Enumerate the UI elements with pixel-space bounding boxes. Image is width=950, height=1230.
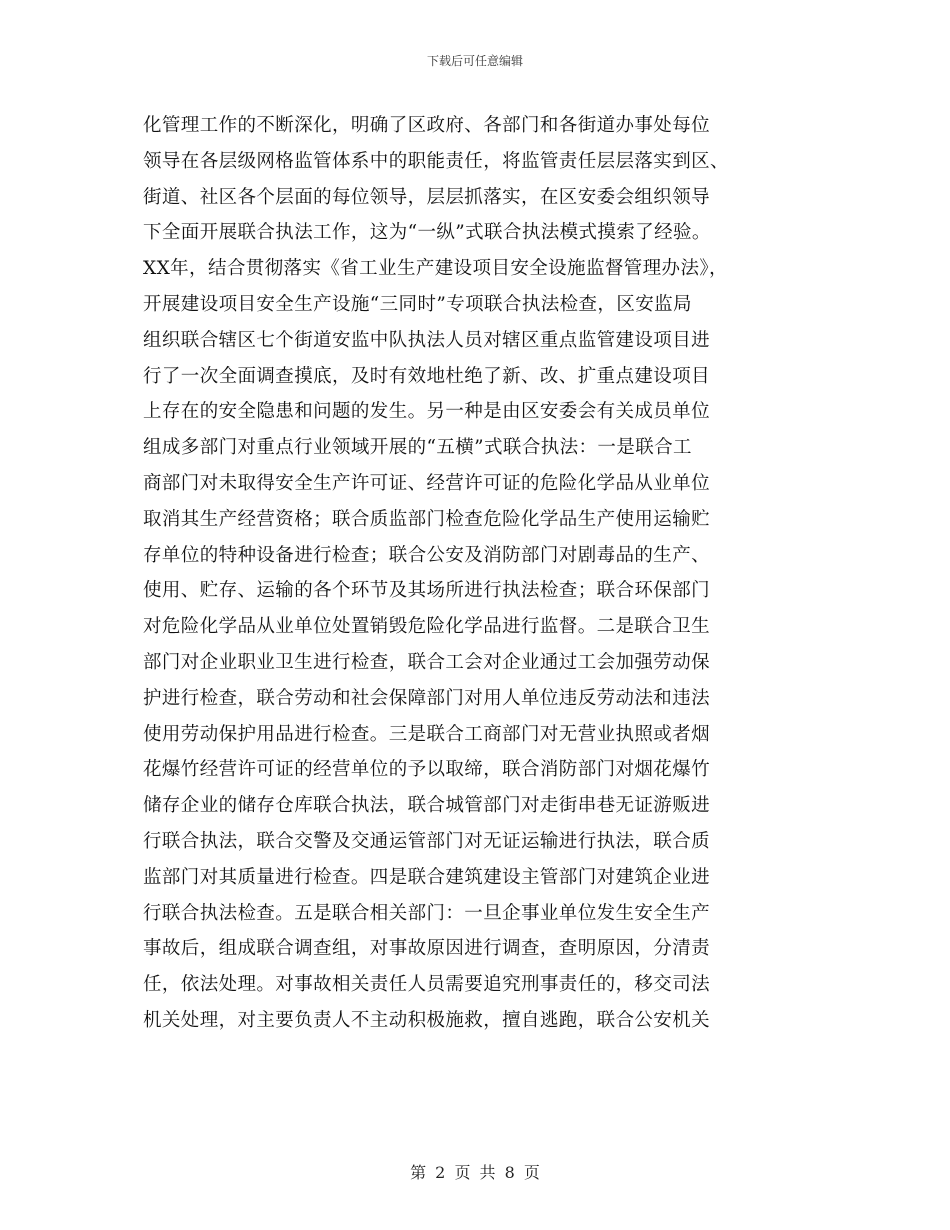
- body-line: 商部门对未取得安全生产许可证、经营许可证的危险化学品从业单位: [143, 472, 711, 494]
- body-line: 开展建设项目安全生产设施“三同时”专项联合执法检查，区安监局: [143, 293, 692, 315]
- body-line: 领导在各层级网格监管体系中的职能责任，将监管责任层层落实到区、: [143, 150, 729, 172]
- document-body: [143, 108, 807, 1039]
- body-line: 行联合执法检查。五是联合相关部门：一旦企事业单位发生安全生产: [143, 902, 711, 924]
- page-number: 第 2 页 共 8 页: [410, 1163, 540, 1182]
- body-line: 储存企业的储存仓库联合执法，联合城管部门对走街串巷无证游贩进: [143, 795, 711, 817]
- body-line: 部门对企业职业卫生进行检查，联合工会对企业通过工会加强劳动保: [143, 651, 711, 673]
- body-line: 使用劳动保护用品进行检查。三是联合工商部门对无营业执照或者烟: [143, 723, 711, 745]
- body-line: 组织联合辖区七个街道安监中队执法人员对辖区重点监管建设项目进: [143, 329, 711, 351]
- body-line: 行联合执法，联合交警及交通运管部门对无证运输进行执法，联合质: [143, 830, 711, 852]
- body-line: 使用、贮存、运输的各个环节及其场所进行执法检查；联合环保部门: [143, 580, 711, 602]
- body-line: 任，依法处理。对事故相关责任人员需要追究刑事责任的，移交司法: [143, 974, 711, 996]
- body-line: 街道、社区各个层面的每位领导，层层抓落实，在区安委会组织领导: [143, 186, 711, 208]
- body-line: 上存在的安全隐患和问题的发生。另一种是由区安委会有关成员单位: [143, 401, 711, 423]
- body-line: 对危险化学品从业单位处置销毁危险化学品进行监督。二是联合卫生: [143, 616, 711, 638]
- page-header: 下载后可任意编辑: [426, 54, 523, 68]
- body-line: 下全面开展联合执法工作，这为“一纵”式联合执法模式摸索了经验。: [143, 222, 711, 244]
- body-line: 化管理工作的不断深化，明确了区政府、各部门和各街道办事处每位: [143, 115, 711, 136]
- body-line: 事故后，组成联合调查组，对事故原因进行调查，查明原因，分清责: [143, 938, 711, 960]
- body-line: 监部门对其质量进行检查。四是联合建筑建设主管部门对建筑企业进: [143, 866, 711, 888]
- body-line: 存单位的特种设备进行检查；联合公安及消防部门对剧毒品的生产、: [143, 544, 711, 566]
- body-line: 行了一次全面调查摸底，及时有效地杜绝了新、改、扩重点建设项目: [143, 365, 711, 387]
- body-line: 花爆竹经营许可证的经营单位的予以取缔，联合消防部门对烟花爆竹: [143, 759, 711, 781]
- body-line: 机关处理，对主要负责人不主动积极施救，擅自逃跑，联合公安机关: [143, 1009, 711, 1031]
- body-line: 取消其生产经营资格；联合质监部门检查危险化学品生产使用运输贮: [143, 508, 711, 530]
- body-line: 护进行检查，联合劳动和社会保障部门对用人单位违反劳动法和违法: [143, 687, 711, 709]
- body-line: XX年，结合贯彻落实《省工业生产建设项目安全设施监督管理办法》，: [143, 258, 728, 280]
- body-line: 组成多部门对重点行业领域开展的“五横”式联合执法：一是联合工: [143, 437, 692, 459]
